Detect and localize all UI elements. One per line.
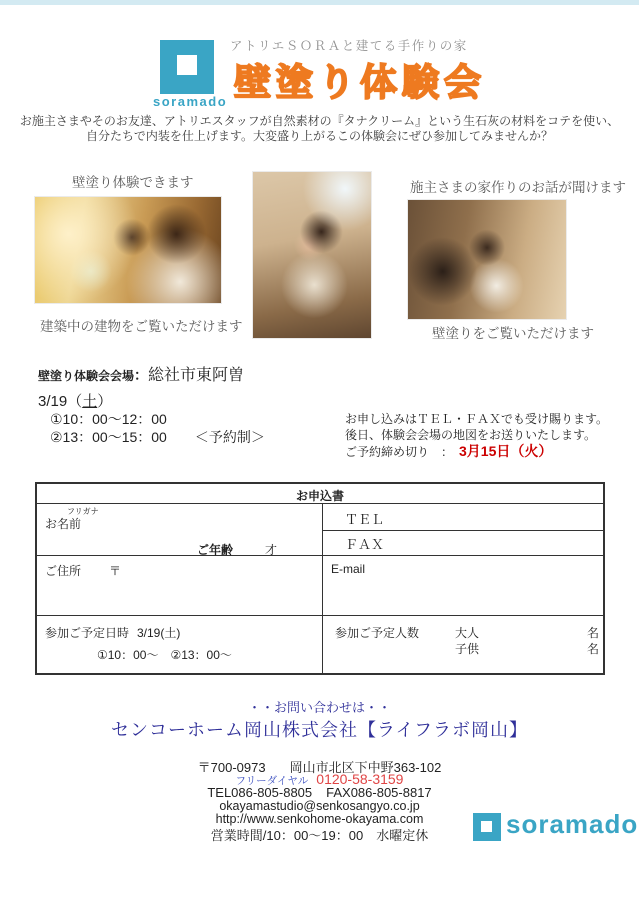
intro-paragraph bbox=[0, 114, 639, 144]
deadline-label: ご予約締め切り ： bbox=[345, 445, 460, 459]
photo-child-painting bbox=[253, 172, 371, 338]
company-email: okayamastudio@senkosangyo.co.jp bbox=[219, 799, 420, 813]
venue-value: 総社市東阿曽 bbox=[148, 367, 245, 384]
inquiry-heading: ・・お問い合わせは・・ bbox=[247, 700, 391, 715]
company-address: 岡山市北区下中野363-102 bbox=[289, 760, 442, 775]
application-form-table bbox=[35, 482, 605, 675]
datetime-slots: ①10：00～ ②13：00～ bbox=[97, 648, 232, 662]
company-name: センコーホーム岡山株式会社【ライフラボ岡山】 bbox=[111, 720, 528, 740]
name-field-label: お名前 bbox=[45, 517, 82, 531]
tel-fax-line bbox=[0, 785, 639, 800]
deadline-value: 3月15日（火） bbox=[459, 443, 553, 459]
table-line-row3 bbox=[37, 615, 603, 616]
photo-family-painting bbox=[408, 200, 566, 319]
freedial-number: 0120-58-3159 bbox=[316, 771, 404, 787]
soramado-logo-text: soramado bbox=[153, 94, 228, 109]
time-slot-2-text: ②13：00～15：00 bbox=[50, 429, 167, 445]
caption-experience: 壁塗り体験できます bbox=[72, 175, 194, 190]
intro-line-2: 自分たちで内装を仕上げます。大変盛り上がるこの体験会にぜひ参加してみませんか？ bbox=[86, 129, 553, 143]
business-hours: 営業時間/10：00～19：00 水曜定休 bbox=[210, 828, 429, 843]
company-tel: TEL086-805-8805 bbox=[207, 785, 313, 800]
form-title: お申込書 bbox=[295, 489, 344, 503]
soramado-logo-inner-square bbox=[177, 55, 197, 75]
event-date bbox=[38, 390, 112, 411]
application-note-line-2: 後日、体験会会場の地図をお送りいたします。 bbox=[345, 428, 597, 442]
event-date-prefix: 3/19（ bbox=[38, 393, 83, 410]
time-slot-1: ①10：00～12：00 bbox=[50, 411, 167, 427]
caption-watch-painting: 壁塗りをご覧いただけます bbox=[432, 326, 594, 341]
event-title: 壁塗り体験会 bbox=[234, 62, 486, 103]
adult-label: 大人 bbox=[455, 626, 480, 640]
soramado-footer-logo-text: soramado bbox=[506, 809, 639, 839]
company-fax: FAX086-805-8817 bbox=[326, 785, 432, 800]
datetime-field-label: 参加ご予定日時 bbox=[45, 626, 130, 640]
caption-building-view: 建築中の建物をご覧いただけます bbox=[40, 319, 243, 334]
address-field-label: ご住所 bbox=[45, 564, 82, 578]
table-line-row2 bbox=[37, 555, 603, 556]
freedial-label: フリーダイヤル bbox=[235, 775, 309, 787]
fax-field-label: ＦＡＸ bbox=[345, 537, 385, 552]
photo-wall-painting-women bbox=[35, 197, 221, 303]
venue-label: 壁塗り体験会会場 bbox=[38, 369, 135, 383]
child-counter-unit: 名 bbox=[587, 642, 600, 656]
adult-counter-unit: 名 bbox=[587, 626, 600, 640]
age-unit-label: 才 bbox=[265, 543, 278, 557]
company-postal-code: 〒700-0973 bbox=[197, 760, 266, 775]
application-note-line-1: お申し込みはＴＥＬ・ＦＡＸでも受け賜ります。 bbox=[345, 412, 609, 426]
intro-line-1: お施主さまやそのお友達、アトリエスタッフが自然素材の『タナクリーム』という生石灰の材料をコテを使い、 bbox=[19, 114, 620, 128]
top-accent-bar bbox=[0, 0, 639, 5]
age-field-label: ご年齢 bbox=[197, 543, 234, 557]
application-note bbox=[345, 411, 608, 460]
child-label: 子供 bbox=[455, 642, 480, 656]
table-line-tel-fax bbox=[322, 530, 603, 531]
event-date-day: 土 bbox=[82, 393, 98, 410]
header-tagline: アトリエＳＯＲＡと建てる手作りの家 bbox=[230, 39, 468, 53]
furigana-label: フリガナ bbox=[67, 507, 99, 516]
caption-owner-talk: 施主さまの家作りのお話が聞けます bbox=[410, 180, 626, 195]
tel-field-label: ＴＥＬ bbox=[345, 512, 385, 527]
soramado-footer-logo-inner-square bbox=[481, 821, 492, 832]
time-slot-2 bbox=[50, 427, 265, 447]
reservation-note: ＜予約制＞ bbox=[194, 429, 265, 445]
soramado-logo-icon bbox=[160, 40, 214, 94]
company-website: http://www.senkohome-okayama.com bbox=[215, 812, 424, 826]
venue-separator: ： bbox=[134, 367, 149, 383]
count-field-label: 参加ご予定人数 bbox=[335, 626, 420, 640]
soramado-footer-logo-icon bbox=[473, 813, 501, 841]
venue-line bbox=[38, 362, 244, 385]
postal-mark: 〒 bbox=[109, 564, 122, 578]
datetime-value: 3/19(土) bbox=[137, 626, 181, 640]
event-date-suffix: ） bbox=[97, 393, 113, 410]
table-line-vertical bbox=[322, 503, 323, 673]
email-field-label: E-mail bbox=[331, 562, 366, 576]
application-deadline-line bbox=[345, 443, 608, 460]
